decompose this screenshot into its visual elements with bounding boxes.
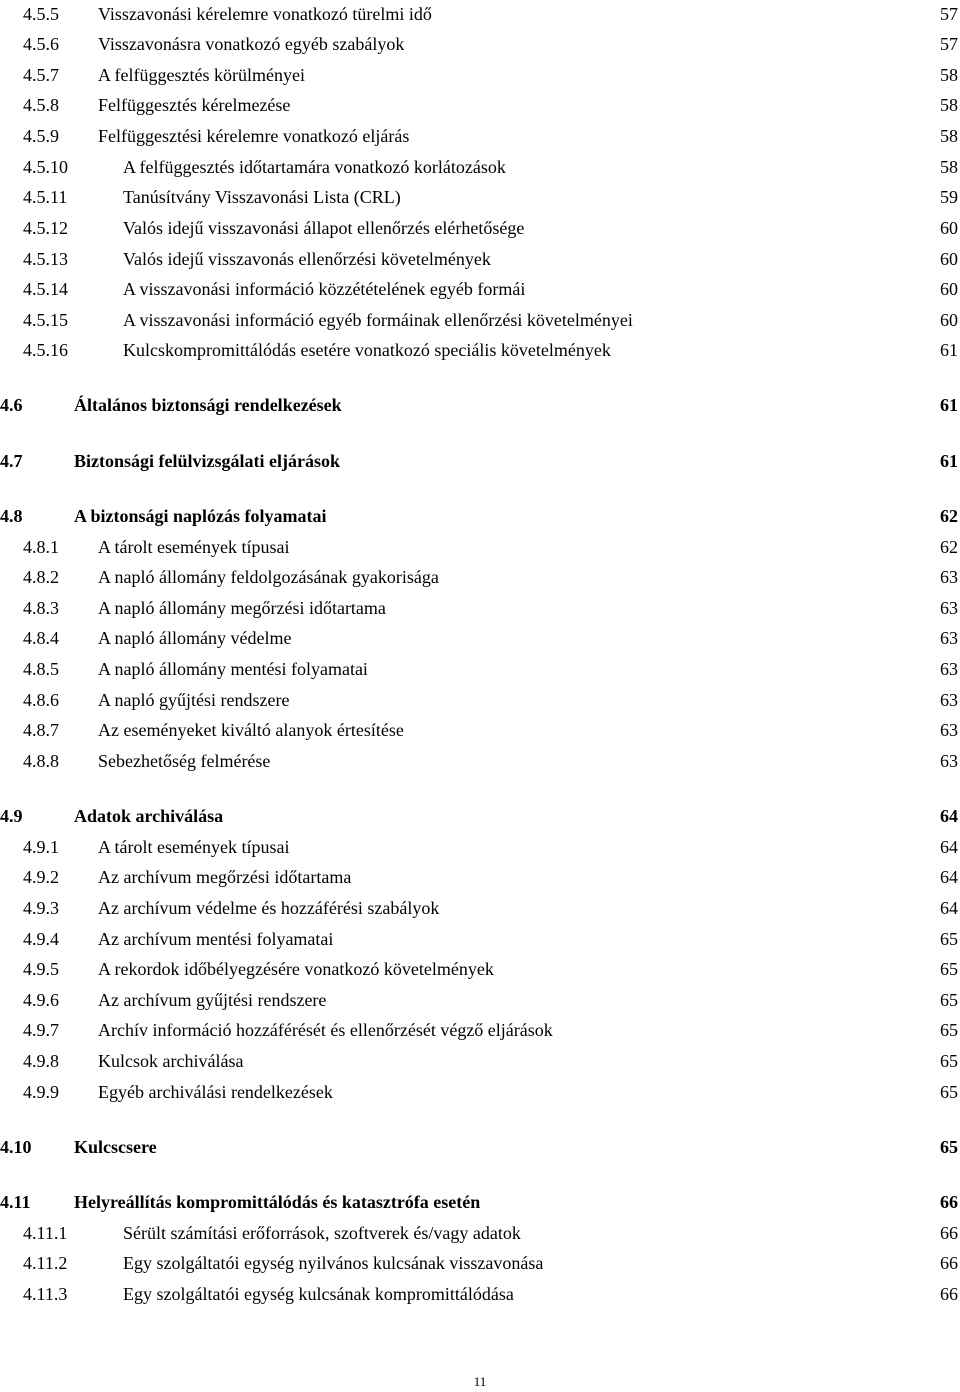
toc-entry-title: Egy szolgáltatói egység nyilvános kulcsának visszavonása [123, 1253, 544, 1273]
toc-entry-number: 4.8.8 [23, 751, 59, 771]
toc-entry-title: A biztonsági naplózás folyamatai [74, 506, 327, 526]
toc-entry-number: 4.9.2 [23, 867, 59, 887]
toc-entry[interactable] [0, 1049, 960, 1073]
toc-entry-page: 63 [940, 659, 958, 679]
toc-entry[interactable] [0, 749, 960, 773]
toc-entry-page: 59 [940, 187, 958, 207]
toc-entry-page: 62 [940, 537, 958, 557]
toc-entry-title: Egy szolgáltatói egység kulcsának kompromittálódása [123, 1284, 514, 1304]
toc-entry-title: Kulcskompromittálódás esetére vonatkozó speciális követelmények [123, 340, 611, 360]
toc-entry-page: 65 [940, 929, 958, 949]
toc-entry-title: A felfüggesztés időtartamára vonatkozó korlátozások [123, 157, 506, 177]
toc-entry[interactable] [0, 1080, 960, 1104]
toc-entry[interactable] [0, 308, 960, 332]
toc-entry-title: A visszavonási információ egyéb formáinak ellenőrzési követelményei [123, 310, 633, 330]
toc-entry[interactable] [0, 504, 960, 528]
toc-entry-page: 60 [940, 249, 958, 269]
toc-entry-number: 4.8.4 [23, 628, 59, 648]
toc-entry-number: 4.5.8 [23, 95, 59, 115]
toc-entry-number: 4.8.7 [23, 720, 59, 740]
toc-entry-number: 4.5.6 [23, 34, 59, 54]
toc-entry[interactable] [0, 393, 960, 417]
toc-entry-number: 4.7 [0, 451, 23, 471]
toc-entry-number: 4.9.6 [23, 990, 59, 1010]
toc-entry-title: Visszavonásra vonatkozó egyéb szabályok [98, 34, 405, 54]
toc-entry[interactable] [0, 688, 960, 712]
toc-entry-page: 63 [940, 751, 958, 771]
toc-entry-page: 63 [940, 628, 958, 648]
toc-entry-number: 4.5.16 [23, 340, 68, 360]
toc-entry-number: 4.5.13 [23, 249, 68, 269]
toc-entry-number: 4.5.9 [23, 126, 59, 146]
toc-entry[interactable] [0, 1018, 960, 1042]
toc-entry-title: Az archívum gyűjtési rendszere [98, 990, 327, 1010]
toc-entry-title: A napló állomány védelme [98, 628, 292, 648]
toc-entry-page: 63 [940, 720, 958, 740]
toc-entry-number: 4.9.4 [23, 929, 59, 949]
toc-entry-title: Tanúsítvány Visszavonási Lista (CRL) [123, 187, 401, 207]
toc-entry-page: 58 [940, 65, 958, 85]
toc-entry-page: 65 [940, 1020, 958, 1040]
toc-entry-title: Archív információ hozzáférését és ellenőrzését végző eljárások [98, 1020, 553, 1040]
toc-entry[interactable] [0, 657, 960, 681]
toc-entry-page: 61 [940, 451, 958, 471]
toc-entry-number: 4.5.14 [23, 279, 68, 299]
toc-entry-title: Valós idejű visszavonás ellenőrzési követelmények [123, 249, 491, 269]
toc-entry-number: 4.8.2 [23, 567, 59, 587]
page-number: 11 [473, 1374, 487, 1389]
toc-entry-number: 4.9.1 [23, 837, 59, 857]
toc-entry-page: 65 [940, 990, 958, 1010]
toc-entry-title: A tárolt események típusai [98, 837, 290, 857]
toc-entry-page: 57 [940, 4, 958, 24]
toc-entry-title: A tárolt események típusai [98, 537, 290, 557]
toc-entry-page: 58 [940, 95, 958, 115]
toc-entry-number: 4.8.6 [23, 690, 59, 710]
toc-entry[interactable] [0, 626, 960, 650]
toc-entry-title: A felfüggesztés körülményei [98, 65, 305, 85]
toc-entry-page: 62 [940, 506, 958, 526]
toc-entry-page: 60 [940, 218, 958, 238]
toc-entry-title: A napló állomány megőrzési időtartama [98, 598, 386, 618]
toc-entry[interactable] [0, 2, 960, 26]
toc-entry[interactable] [0, 596, 960, 620]
toc-entry-page: 57 [940, 34, 958, 54]
toc-entry-page: 58 [940, 157, 958, 177]
toc-entry-title: Biztonsági felülvizsgálati eljárások [74, 451, 340, 471]
toc-entry[interactable] [0, 1221, 960, 1245]
toc-entry-number: 4.9.9 [23, 1082, 59, 1102]
toc-entry[interactable] [0, 896, 960, 920]
toc-entry-number: 4.9.5 [23, 959, 59, 979]
toc-entry[interactable] [0, 63, 960, 87]
toc-entry-page: 64 [940, 837, 958, 857]
toc-entry[interactable] [0, 957, 960, 981]
toc-entry-page: 65 [940, 1082, 958, 1102]
toc-entry-page: 58 [940, 126, 958, 146]
toc-entry[interactable] [0, 93, 960, 117]
toc-entry-number: 4.11.3 [23, 1284, 68, 1304]
toc-entry[interactable] [0, 277, 960, 301]
toc-entry-page: 65 [940, 959, 958, 979]
toc-entry-title: Az archívum megőrzési időtartama [98, 867, 352, 887]
toc-entry-title: Felfüggesztés kérelmezése [98, 95, 291, 115]
toc-entry-page: 65 [940, 1137, 958, 1157]
toc-entry[interactable] [0, 185, 960, 209]
toc-entry-page: 60 [940, 310, 958, 330]
toc-entry-number: 4.9 [0, 806, 23, 826]
toc-entry-page: 64 [940, 806, 958, 826]
toc-entry-number: 4.5.11 [23, 187, 68, 207]
toc-entry-title: A napló gyűjtési rendszere [98, 690, 290, 710]
toc-entry[interactable] [0, 32, 960, 56]
toc-entry-page: 63 [940, 567, 958, 587]
toc-entry[interactable] [0, 865, 960, 889]
toc-entry-title: Visszavonási kérelemre vonatkozó türelmi idő [98, 4, 432, 24]
toc-entry[interactable] [0, 1190, 960, 1214]
toc-entry-number: 4.9.8 [23, 1051, 59, 1071]
toc-entry[interactable] [0, 155, 960, 179]
toc-entry-title: Az archívum védelme és hozzáférési szabályok [98, 898, 440, 918]
toc-entry-number: 4.5.12 [23, 218, 68, 238]
toc-entry-title: Általános biztonsági rendelkezések [74, 395, 342, 415]
toc-entry-number: 4.5.5 [23, 4, 59, 24]
toc-entry-number: 4.9.7 [23, 1020, 59, 1040]
toc-entry[interactable] [0, 449, 960, 473]
toc-entry-number: 4.9.3 [23, 898, 59, 918]
toc-entry[interactable] [0, 718, 960, 742]
toc-entry[interactable] [0, 124, 960, 148]
toc-entry-title: Kulcscsere [74, 1137, 157, 1157]
toc-entry-title: Valós idejű visszavonási állapot ellenőrzés elérhetősége [123, 218, 525, 238]
toc-entry-number: 4.11.1 [23, 1223, 68, 1243]
toc-entry-page: 64 [940, 898, 958, 918]
toc-entry[interactable] [0, 927, 960, 951]
toc-entry-number: 4.8 [0, 506, 23, 526]
toc-entry-number: 4.6 [0, 395, 23, 415]
toc-entry-title: Az eseményeket kiváltó alanyok értesítése [98, 720, 404, 740]
toc-entry-number: 4.8.5 [23, 659, 59, 679]
toc-entry-title: Felfüggesztési kérelemre vonatkozó eljárás [98, 126, 410, 146]
toc-entry-page: 60 [940, 279, 958, 299]
toc-entry-title: A rekordok időbélyegzésére vonatkozó követelmények [98, 959, 494, 979]
toc-entry[interactable] [0, 338, 960, 362]
toc-entry-page: 63 [940, 598, 958, 618]
toc-entry-title: Egyéb archiválási rendelkezések [98, 1082, 333, 1102]
toc-entry-number: 4.8.1 [23, 537, 59, 557]
toc-entry-page: 66 [940, 1284, 958, 1304]
toc-entry-title: Helyreállítás kompromittálódás és katasztrófa esetén [74, 1192, 481, 1212]
toc-entry-number: 4.5.10 [23, 157, 68, 177]
toc-entry-title: Az archívum mentési folyamatai [98, 929, 334, 949]
toc-entry[interactable] [0, 835, 960, 859]
toc-entry[interactable] [0, 1282, 960, 1306]
toc-entry[interactable] [0, 535, 960, 559]
toc-entry-number: 4.11 [0, 1192, 31, 1212]
toc-entry-page: 66 [940, 1223, 958, 1243]
toc-entry-title: A napló állomány mentési folyamatai [98, 659, 368, 679]
toc-entry[interactable] [0, 804, 960, 828]
toc-entry-page: 66 [940, 1192, 958, 1212]
toc-entry-page: 63 [940, 690, 958, 710]
toc-entry-title: Sebezhetőség felmérése [98, 751, 271, 771]
toc-entry-number: 4.11.2 [23, 1253, 68, 1273]
toc-entry-page: 61 [940, 340, 958, 360]
toc-entry[interactable] [0, 565, 960, 589]
toc-entry-page: 65 [940, 1051, 958, 1071]
toc-entry-number: 4.5.7 [23, 65, 59, 85]
toc-entry-page: 61 [940, 395, 958, 415]
toc-entry-number: 4.5.15 [23, 310, 68, 330]
toc-entry[interactable] [0, 1135, 960, 1159]
toc-entry-title: Sérült számítási erőforrások, szoftverek és/vagy adatok [123, 1223, 521, 1243]
toc-entry-title: Kulcsok archiválása [98, 1051, 244, 1071]
toc-entry-number: 4.10 [0, 1137, 32, 1157]
toc-entry-title: A visszavonási információ közzétételének egyéb formái [123, 279, 526, 299]
toc-entry[interactable] [0, 216, 960, 240]
toc-entry[interactable] [0, 247, 960, 271]
toc-entry-title: A napló állomány feldolgozásának gyakorisága [98, 567, 439, 587]
toc-entry-page: 66 [940, 1253, 958, 1273]
toc-entry-title: Adatok archiválása [74, 806, 224, 826]
toc-entry[interactable] [0, 988, 960, 1012]
toc-entry[interactable] [0, 1251, 960, 1275]
toc-entry-number: 4.8.3 [23, 598, 59, 618]
toc-entry-page: 64 [940, 867, 958, 887]
